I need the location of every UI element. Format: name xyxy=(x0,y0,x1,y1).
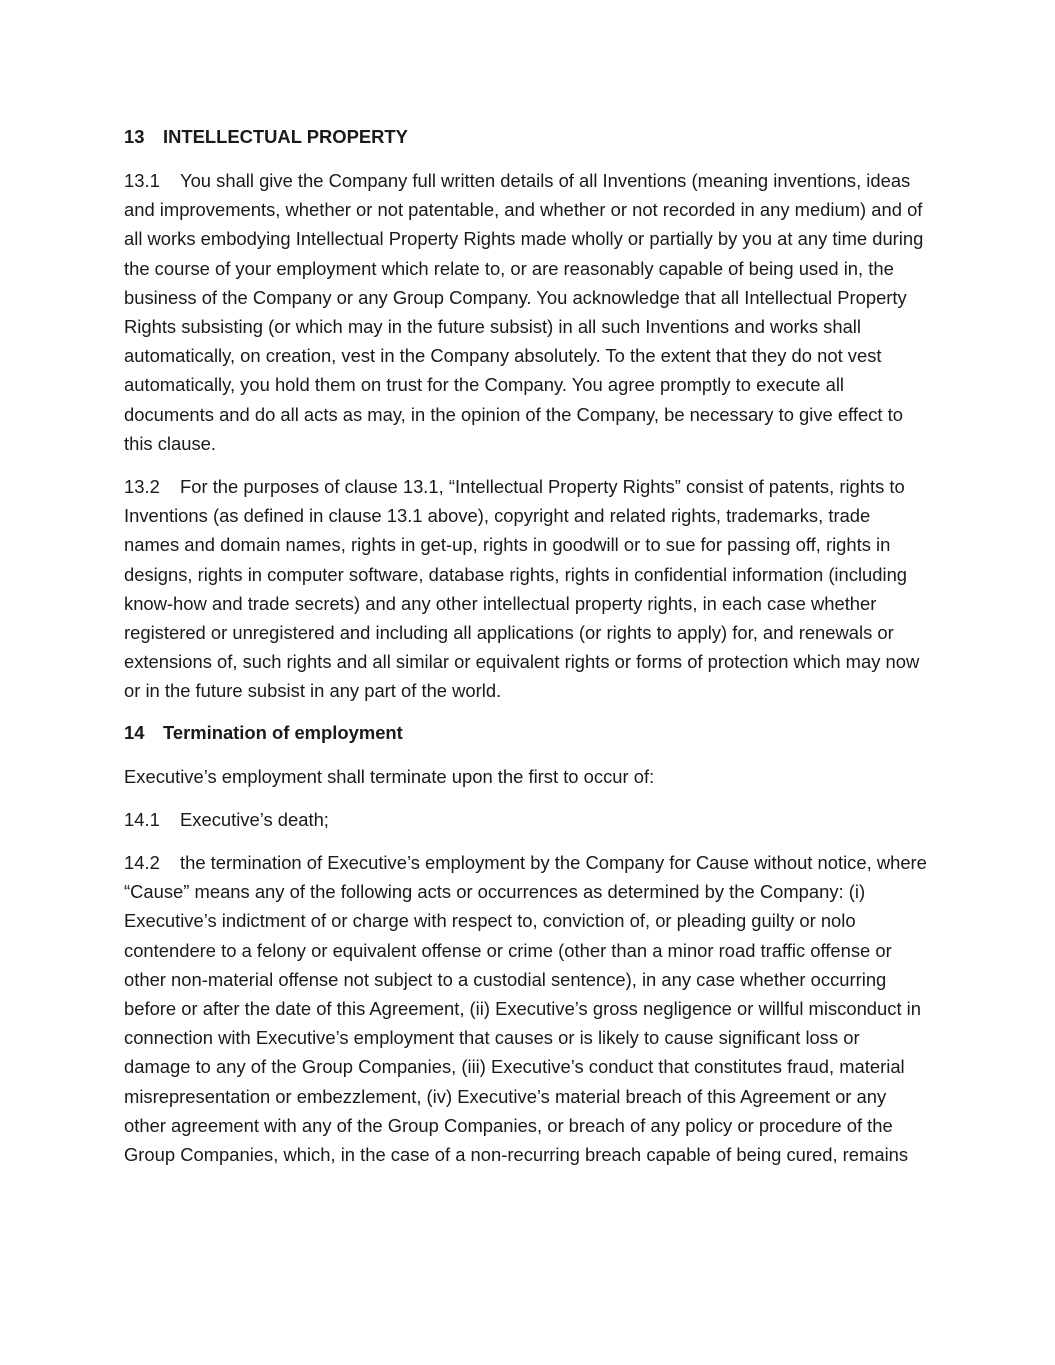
section-title: INTELLECTUAL PROPERTY xyxy=(163,126,408,147)
clause-text: You shall give the Company full written details of all Inventions (meaning inventions, ideas and improvements, whether or not patentable, and whether or not recorded in any medium) and of all works embodying Intellectual Property Rights made wholly or partially by you at any time during the course of your employment which relate to, or are reasonably capable of being used in, the business of the Company or any Group Company. You acknowledge that all Intellectual Property Rights subsisting (or which may in the future subsist) in all such Inventions and works shall automatically, on creation, vest in the Company absolutely. To the extent that they do not vest automatically, you hold them on trust for the Company. You agree promptly to execute all documents and do all acts as may, in the opinion of the Company, be necessary to give effect to this clause. xyxy=(124,170,924,454)
clause-14-2 xyxy=(124,848,930,1169)
clause-text: For the purposes of clause 13.1, “Intellectual Property Rights” consist of patents, rights to Inventions (as defined in clause 13.1 above), copyright and related rights, trademarks, trade names and domain names, rights in get-up, rights in goodwill or to sue for passing off, rights in designs, rights in computer software, database rights, rights in confidential information (including know-how and trade secrets) and any other intellectual property rights, in each case whether registered or unregistered and including all applications (or rights to apply) for, and renewals or extensions of, such rights and all similar or equivalent rights or forms of protection which may now or in the future subsist in any part of the world. xyxy=(124,476,920,702)
section-14-intro: Executive’s employment shall terminate upon the first to occur of: xyxy=(124,765,655,787)
section-title: Termination of employment xyxy=(163,721,403,743)
document-page xyxy=(124,124,930,1169)
section-number: 14 xyxy=(124,721,145,743)
section-number: 13 xyxy=(124,126,145,147)
clause-number: 14.1 xyxy=(124,808,160,830)
section-heading-13 xyxy=(124,124,930,150)
clause-14-1 xyxy=(124,805,930,834)
clause-text: Executive’s death; xyxy=(180,808,329,830)
clause-number: 14.2 xyxy=(124,852,160,874)
clause-13-1 xyxy=(124,166,930,458)
clause-text: the termination of Executive’s employment by the Company for Cause without notice, where “Cause” means any of the following acts or occurrences as determined by the Company: (i) Executive’s indictment of or charge with respect to, conviction of, or pleading guilty or nolo contendere to a felony or equivalent offense or crime (other than a minor road traffic offense or other non-material offense not subject to a custodial sentence), in any case whether occurring before or after the date of this Agreement, (ii) Executive’s gross negligence or willful misconduct in connection with Executive’s employment that causes or is likely to cause significant loss or damage to any of the Group Companies, (iii) Executive’s conduct that constitutes fraud, material misrepresentation or embezzlement, (iv) Executive’s material breach of this Agreement or any other agreement with any of the Group Companies, or breach of any policy or procedure of the Group Companies, which, in the case of a non-recurring breach capable of being cured, remains xyxy=(124,852,927,1166)
section-heading-14 xyxy=(124,720,930,746)
clause-13-2 xyxy=(124,472,930,706)
clause-number: 13.2 xyxy=(124,476,160,498)
clause-number: 13.1 xyxy=(124,170,160,191)
